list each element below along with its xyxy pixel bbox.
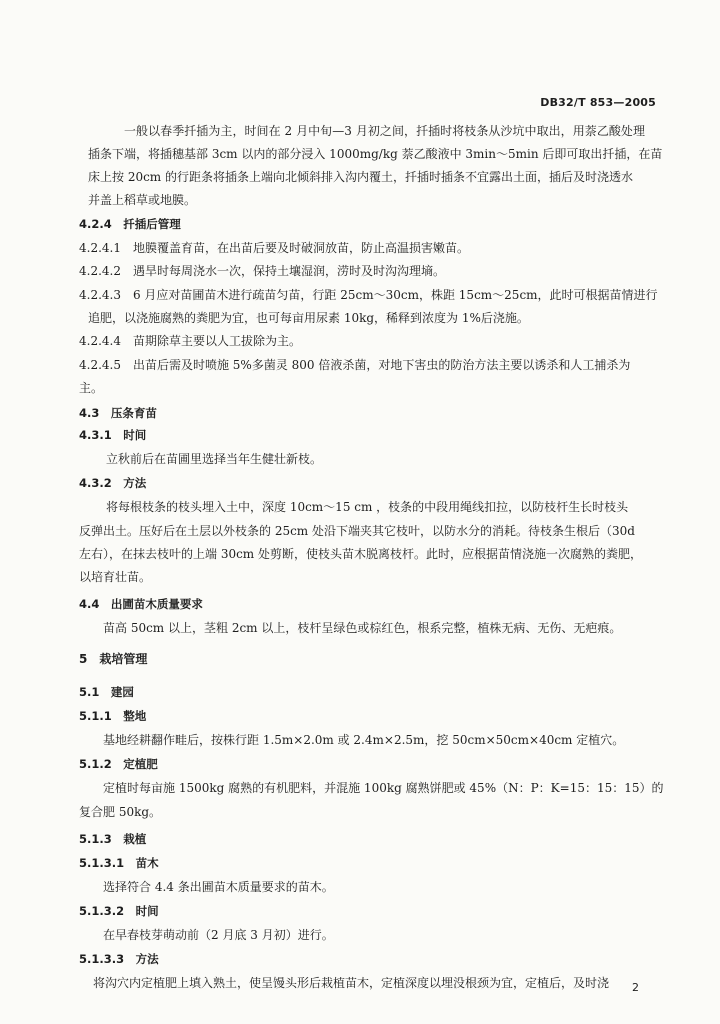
section-heading [79, 904, 159, 918]
standard-code: DB32/T 853—2005 [540, 96, 656, 109]
heading-text: 5.1.3 栽植 [79, 832, 147, 846]
body-line: 立秋前后在苗圃里选择当年生健壮新枝。 [106, 452, 323, 466]
heading-text: 4.4 出圃苗木质量要求 [79, 597, 203, 611]
section-heading [79, 832, 146, 846]
section-heading [79, 428, 146, 442]
heading-text: 5.1 建园 [79, 685, 134, 699]
clause-line: 4.2.4.2 遇旱时每周浇水一次，保持土壤湿润，涝时及时沟沟理墒。 [79, 264, 445, 278]
body-line: 一般以春季扦插为主，时间在 2 月中旬—3 月初之间，扦插时将枝条从沙坑中取出，用萘乙酸处理 [124, 124, 646, 138]
section-heading [79, 757, 158, 771]
body-line: 左右），在抹去枝叶的上端 30cm 处剪断，使枝头苗木脱离枝杆。此时，应根据苗情浇施一次腐熟的粪肥， [79, 547, 643, 561]
section-heading [79, 952, 159, 966]
page-number: 2 [632, 981, 639, 994]
heading-text: 5 栽培管理 [79, 652, 148, 666]
heading-text: 5.1.1 整地 [79, 709, 147, 723]
heading-text: 4.3.2 方法 [79, 476, 147, 490]
body-line: 将沟穴内定植肥上填入熟土，使呈馒头形后栽植苗木，定植深度以埋没根颈为宜，定植后，及时浇 [93, 976, 610, 990]
heading-text: 4.3.1 时间 [79, 428, 147, 442]
section-heading [79, 597, 203, 611]
clause-line: 4.2.4.1 地膜覆盖育苗，在出苗后要及时破洞放苗，防止高温损害嫩苗。 [79, 241, 469, 255]
clause-line: 4.2.4.4 苗期除草主要以人工拔除为主。 [79, 334, 301, 348]
body-line: 并盖上稻草或地膜。 [88, 193, 197, 207]
section-heading [79, 217, 181, 231]
body-line: 主。 [79, 381, 104, 395]
clause-line: 4.2.4.3 6 月应对苗圃苗木进行疏苗匀苗，行距 25cm～30cm，株距 15cm～25cm，此时可根据苗情进行 [79, 288, 658, 302]
section-heading [79, 406, 157, 420]
body-line: 复合肥 50kg。 [79, 805, 162, 819]
heading-text: 4.2.4 扦插后管理 [79, 217, 181, 231]
section-heading [79, 709, 146, 723]
body-line: 基地经耕翻作畦后，按株行距 1.5m×2.0m 或 2.4m×2.5m，挖 50cm×50cm×40cm 定植穴。 [103, 733, 625, 747]
chapter-heading [79, 652, 147, 666]
clause-line: 4.2.4.5 出苗后需及时喷施 5%多菌灵 800 倍液杀菌，对地下害虫的防治方法主要以诱杀和人工捕杀为 [79, 358, 631, 372]
body-line: 选择符合 4.4 条出圃苗木质量要求的苗木。 [103, 880, 334, 894]
body-line: 在早春枝芽萌动前（2 月底 3 月初）进行。 [103, 928, 334, 942]
section-heading [79, 476, 146, 490]
body-line: 反弹出土。压好后在土层以外枝条的 25cm 处沿下端夹其它枝叶，以防水分的消耗。待枝条生根后（30d [79, 524, 635, 538]
section-heading [79, 685, 134, 699]
body-line: 插条下端，将插穗基部 3cm 以内的部分浸入 1000mg/kg 萘乙酸液中 3min～5min 后即可取出扦插，在苗 [88, 147, 663, 161]
heading-text: 5.1.3.2 时间 [79, 904, 159, 918]
heading-text: 5.1.3.3 方法 [79, 952, 159, 966]
body-line: 床上按 20cm 的行距条将插条上端向北倾斜排入沟内覆土，扦插时插条不宜露出土面，插后及时浇透水 [88, 170, 634, 184]
body-line: 将每根枝条的枝头埋入土中，深度 10cm～15 cm ，枝条的中段用绳线扣拉，以防枝杆生长时枝头 [106, 500, 629, 514]
section-heading [79, 856, 159, 870]
body-line: 以培育壮苗。 [79, 570, 152, 584]
body-line: 定植时每亩施 1500kg 腐熟的有机肥料，并混施 100kg 腐熟饼肥或 45%（N：P：K=15：15：15）的 [103, 781, 664, 795]
heading-text: 5.1.2 定植肥 [79, 757, 158, 771]
heading-text: 5.1.3.1 苗木 [79, 856, 159, 870]
body-line: 追肥，以浇施腐熟的粪肥为宜，也可每亩用尿素 10kg，稀释到浓度为 1%后浇施。 [88, 311, 529, 325]
heading-text: 4.3 压条育苗 [79, 406, 157, 420]
body-line: 苗高 50cm 以上，茎粗 2cm 以上，枝杆呈绿色或棕红色，根系完整，植株无病、无伤、无疤痕。 [103, 621, 622, 635]
